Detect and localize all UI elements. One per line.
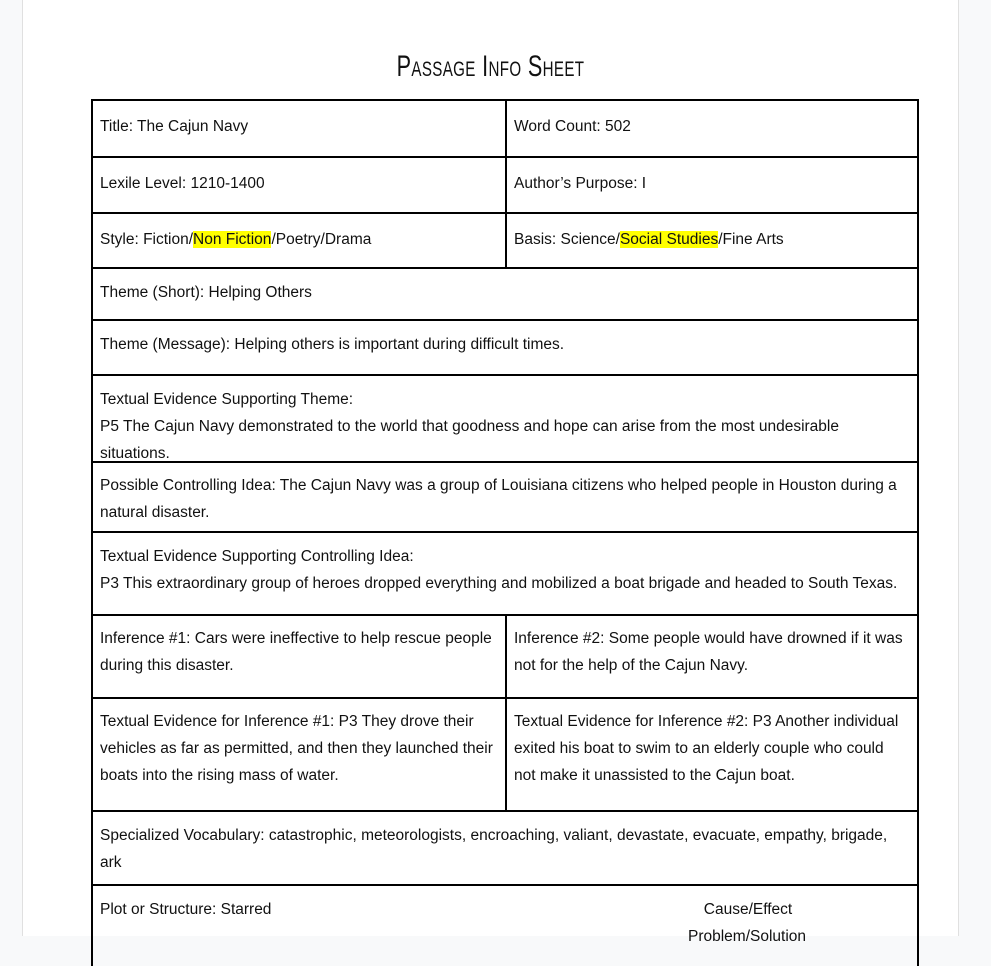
title-cell: Title: The Cajun Navy (93, 101, 507, 156)
lexile-cell: Lexile Level: 1210-1400 (93, 158, 507, 212)
passage-info-table (91, 99, 919, 966)
evidence-ci-cell (93, 533, 917, 614)
table-row (93, 376, 917, 463)
evidence-theme-cell (93, 376, 917, 461)
structure-option: Problem/Solution (688, 928, 807, 945)
table-row (93, 812, 917, 886)
table-row (93, 101, 917, 158)
evidence-theme-label: Textual Evidence Supporting Theme: (100, 391, 354, 408)
controlling-idea-cell: Possible Controlling Idea: The Cajun Navy was a group of Louisiana citizens who helped people in Houston during a natural disaster. (100, 477, 897, 521)
evidence-ci-text: P3 This extraordinary group of heroes dropped everything and mobilized a boat brigade and headed to South Texas. (100, 575, 898, 592)
theme-message-cell: Theme (Message): Helping others is important during difficult times. (100, 336, 565, 353)
style-prefix: Style: Fiction/ (100, 231, 194, 248)
inference1-cell: Inference #1: Cars were ineffective to help rescue people during this disaster. (93, 616, 507, 697)
style-cell (93, 214, 507, 267)
table-row (93, 533, 917, 616)
table-row (93, 463, 917, 533)
evidence-ci-label: Textual Evidence Supporting Controlling Idea: (100, 548, 414, 565)
vocab-cell: Specialized Vocabulary: catastrophic, meteorologists, encroaching, valiant, devastate, evacuate, empathy, brigade, ark (100, 827, 888, 871)
evidence-inf1-cell: Textual Evidence for Inference #1: P3 They drove their vehicles as far as permitted, and then they launched their boats into the rising mass of water. (93, 699, 507, 810)
style-suffix: /Poetry/Drama (271, 231, 372, 248)
purpose-cell: Author’s Purpose: I (514, 175, 647, 192)
style-highlight: Non Fiction (193, 231, 272, 248)
inference2-cell: Inference #2: Some people would have drowned if it was not for the help of the Cajun Navy. (514, 630, 903, 674)
table-row (93, 158, 917, 214)
table-row (93, 699, 917, 812)
structure-options (688, 896, 807, 950)
document-page (22, 0, 959, 945)
word-count-cell: Word Count: 502 (514, 118, 631, 135)
table-row (93, 321, 917, 376)
basis-suffix: /Fine Arts (718, 231, 784, 248)
structure-option: Cause/Effect (703, 901, 793, 918)
evidence-theme-text: P5 The Cajun Navy demonstrated to the world that goodness and hope can arise from the most undesirable situations. (100, 418, 839, 462)
theme-short-cell: Theme (Short): Helping Others (100, 284, 312, 301)
table-row (93, 214, 917, 269)
plot-cell: Plot or Structure: Starred (100, 901, 272, 918)
evidence-inf2-cell: Textual Evidence for Inference #2: P3 Another individual exited his boat to swim to an elderly couple who could not make it unassisted to the Cajun boat. (514, 713, 899, 784)
basis-cell (507, 214, 917, 267)
table-row (93, 616, 917, 699)
table-row (93, 886, 917, 966)
basis-prefix: Basis: Science/ (514, 231, 620, 248)
basis-highlight: Social Studies (619, 231, 719, 248)
page-title: Passage Info Sheet (396, 50, 585, 83)
table-row (93, 269, 917, 321)
